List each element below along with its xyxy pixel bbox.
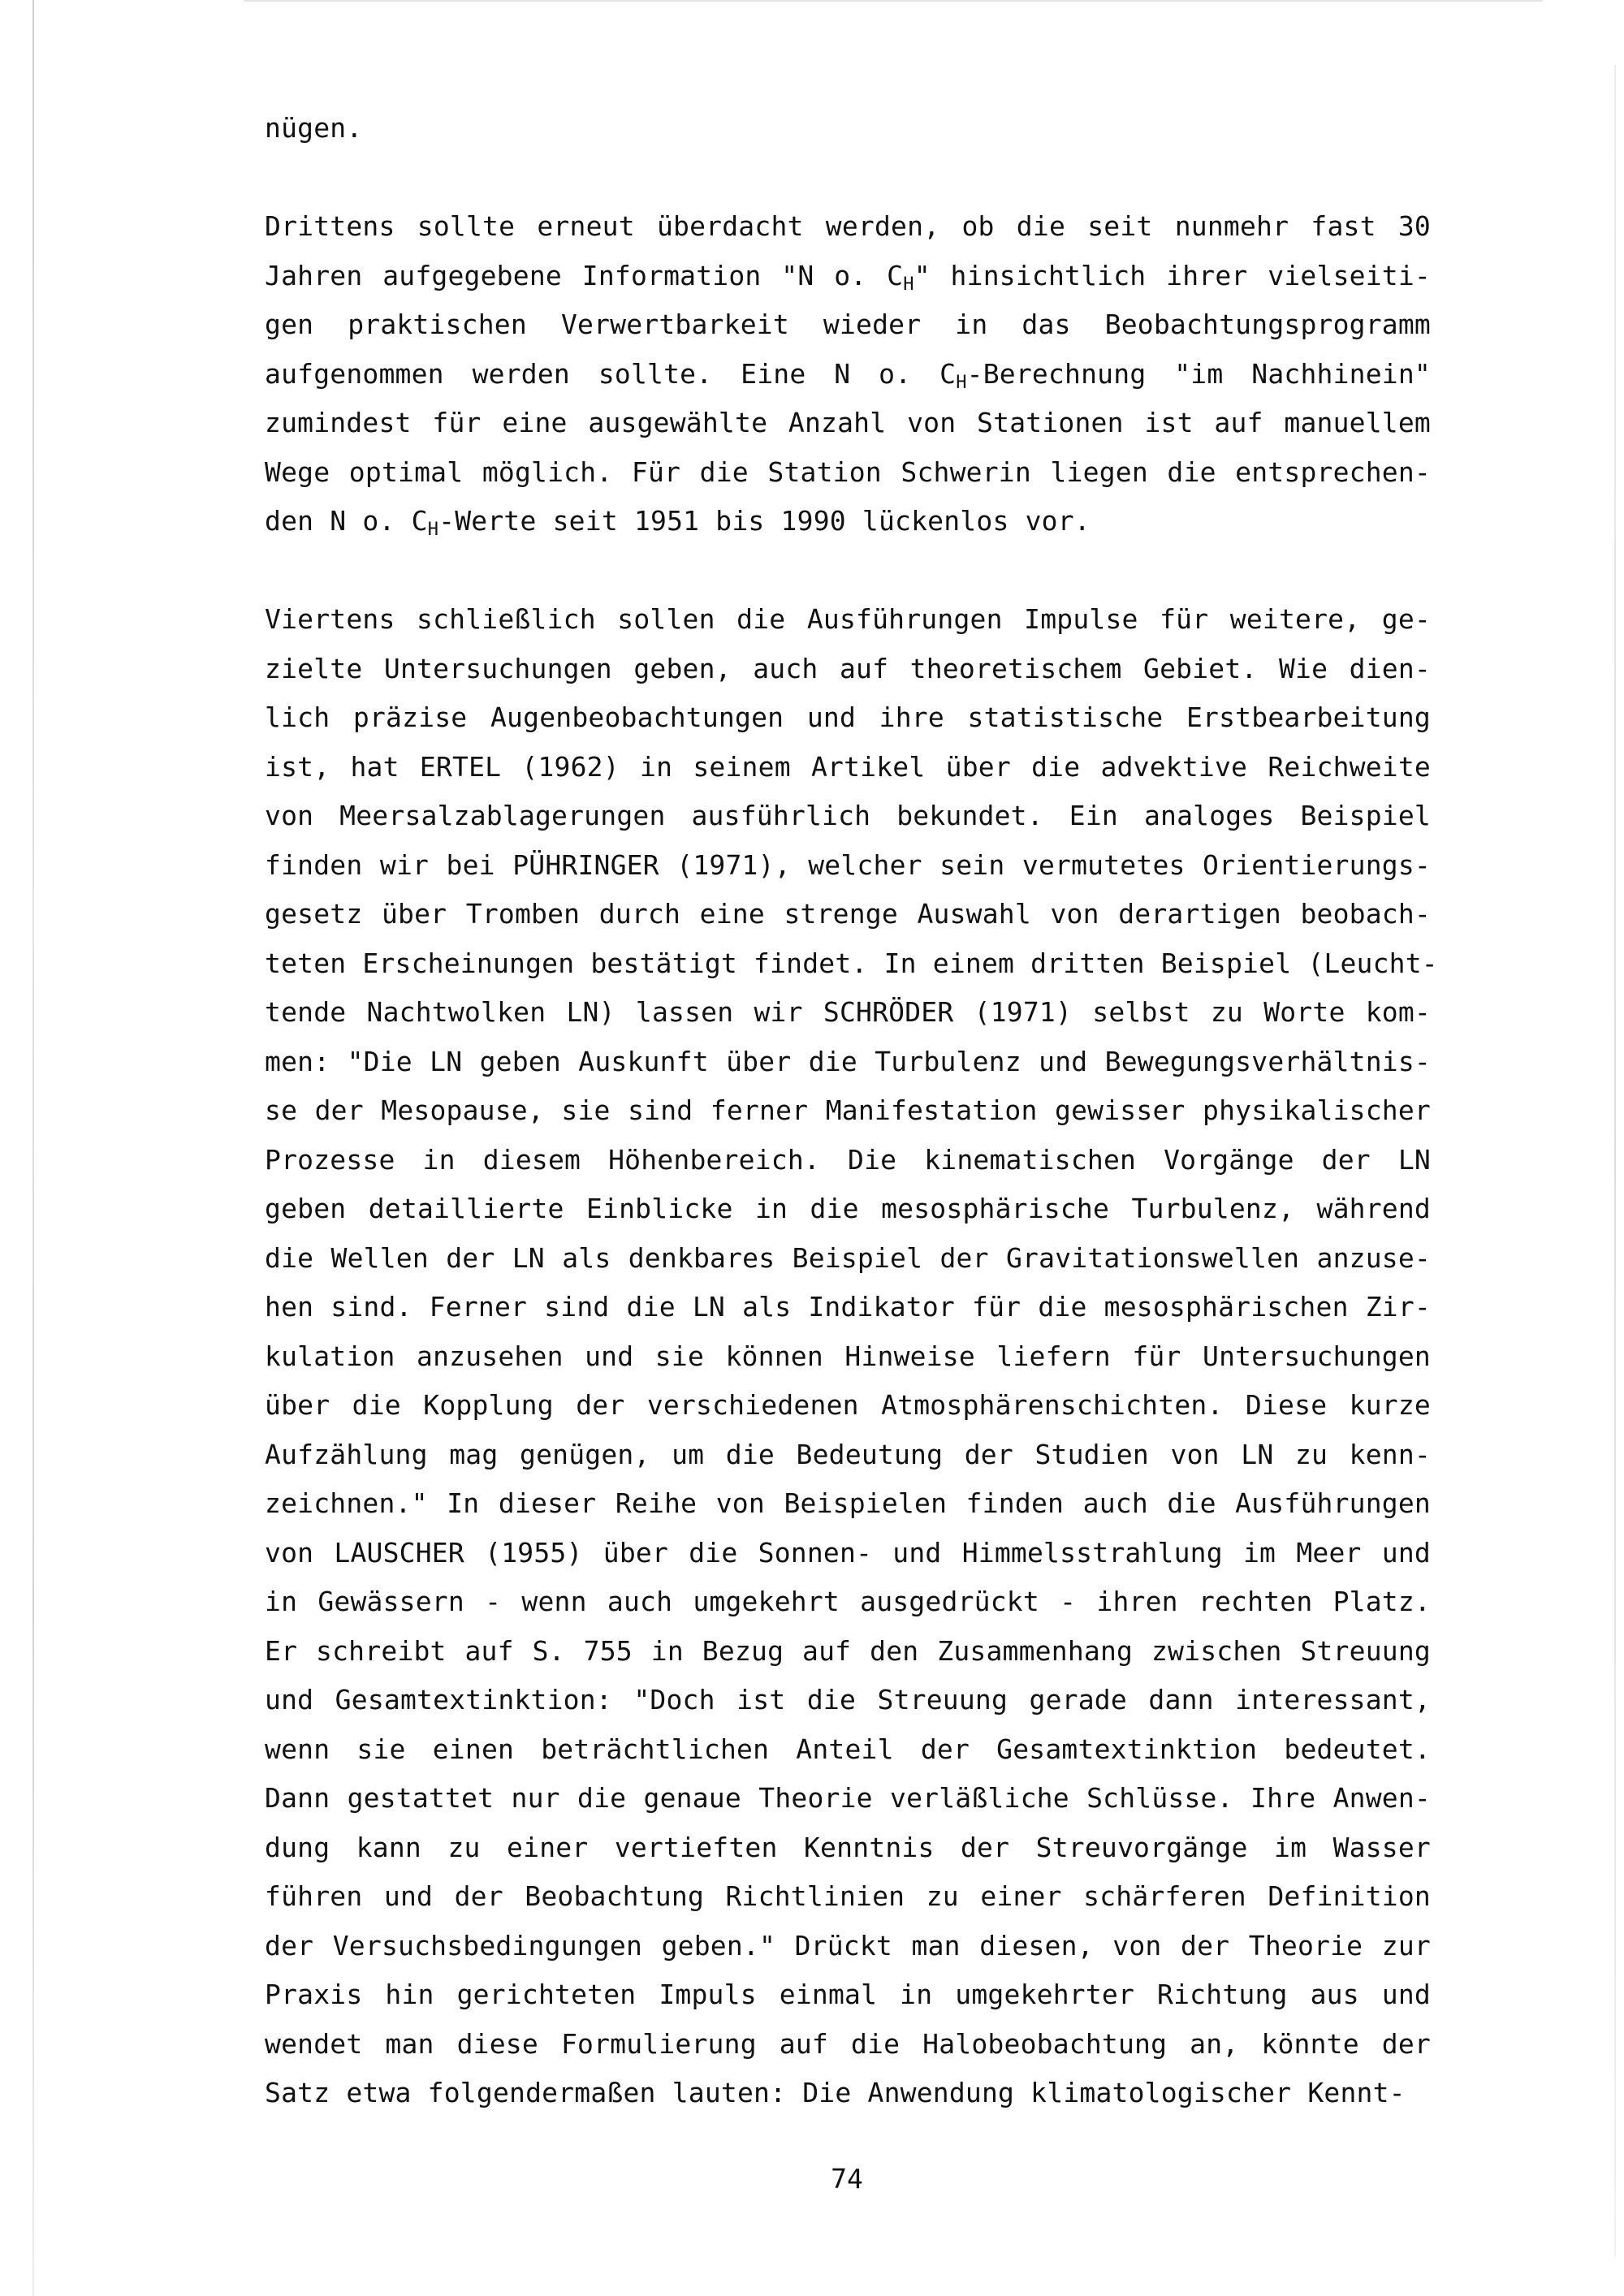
page-number: 74: [831, 2163, 863, 2195]
scan-edge-right: [1614, 65, 1616, 2257]
text-line: finden wir bei PÜHRINGER (1971), welcher sein vermutetes Orientierungs-: [265, 848, 1431, 881]
text-line: Prozesse in diesem Höhenbereich. Die kinematischen Vorgänge der LN: [265, 1143, 1431, 1176]
text-line: gesetz über Tromben durch eine strenge Auswahl von derartigen beobach-: [265, 898, 1431, 930]
paragraph: [265, 104, 1431, 153]
text-line: Drittens sollte erneut überdacht werden, ob die seit nunmehr fast 30: [265, 210, 1431, 242]
text-line: dung kann zu einer vertieften Kenntnis der Streuvorgänge im Wasser: [265, 1831, 1431, 1863]
paragraph: [265, 595, 1438, 2118]
text-line: Praxis hin gerichteten Impuls einmal in umgekehrter Richtung aus und: [265, 1979, 1431, 2010]
text-line: Viertens schließlich sollen die Ausführungen Impulse für weitere, ge-: [265, 603, 1431, 635]
text-line: ist, hat ERTEL (1962) in seinem Artikel über die advektive Reichweite: [265, 750, 1431, 783]
text-line: von Meersalzablagerungen ausführlich bekundet. Ein analoges Beispiel: [265, 800, 1431, 831]
text-line: se der Mesopause, sie sind ferner Manifestation gewisser physikalischer: [265, 1094, 1431, 1126]
text-line: in Gewässern - wenn auch umgekehrt ausgedrückt - ihren rechten Platz.: [265, 1586, 1431, 1617]
text-line: Wege optimal möglich. Für die Station Schwerin liegen die entsprechen-: [265, 455, 1431, 488]
text-line: kulation anzusehen und sie können Hinweise liefern für Untersuchungen: [265, 1340, 1431, 1372]
text-line: wenn sie einen beträchtlichen Anteil der Gesamtextinktion bedeutet.: [265, 1733, 1431, 1765]
paragraph-gap: [265, 153, 1431, 203]
text-line: Jahren aufgegebene Information "N o. $C_H$" hinsichtlich ihrer vielseiti-: [265, 259, 1431, 295]
text-line: men: "Die LN geben Auskunft über die Turbulenz und Bewegungsverhältnis-: [265, 1045, 1431, 1077]
text-line: aufgenommen werden sollte. Eine N o. $C_H$-Berechnung "im Nachhinein": [265, 357, 1431, 393]
paragraph: [265, 202, 1431, 546]
text-line: und Gesamtextinktion: "Doch ist die Streuung gerade dann interessant,: [265, 1684, 1431, 1716]
text-line: Er schreibt auf S. 755 in Bezug auf den Zusammenhang zwischen Streuung: [265, 1634, 1431, 1667]
text-line: Satz etwa folgendermaßen lauten: Die Anwendung klimatologischer Kennt-: [265, 2077, 1406, 2108]
text-line: zielte Untersuchungen geben, auch auf theoretischem Gebiet. Wie dien-: [265, 652, 1431, 684]
text-line: Dann gestattet nur die genaue Theorie verläßliche Schlüsse. Ihre Anwen-: [265, 1782, 1431, 1814]
text-line: Aufzählung mag genügen, um die Bedeutung der Studien von LN zu kenn-: [265, 1438, 1431, 1470]
text-line: nügen.: [265, 112, 363, 144]
text-line: die Wellen der LN als denkbares Beispiel der Gravitationswellen anzuse-: [265, 1241, 1431, 1274]
paragraph-gap: [265, 546, 1431, 596]
text-line: lich präzise Augenbeobachtungen und ihre statistische Erstbearbeitung: [265, 701, 1431, 733]
text-line: über die Kopplung der verschiedenen Atmosphärenschichten. Diese kurze: [265, 1389, 1431, 1421]
scan-edge-left: [32, 0, 34, 2296]
text-line: führen und der Beobachtung Richtlinien zu einer schärferen Definition: [265, 1880, 1431, 1912]
text-line: wendet man diese Formulierung auf die Halobeobachtung an, könnte der: [265, 2027, 1431, 2060]
scan-edge-top: [244, 0, 1543, 2]
text-line: von LAUSCHER (1955) über die Sonnen- und Himmelsstrahlung im Meer und: [265, 1536, 1431, 1569]
text-line: der Versuchsbedingungen geben." Drückt man diesen, von der Theorie zur: [265, 1929, 1431, 1962]
text-line: tende Nachtwolken LN) lassen wir SCHRÖDER (1971) selbst zu Worte kom-: [265, 996, 1431, 1028]
page-text-body: [265, 104, 1438, 2118]
text-line: zeichnen." In dieser Reihe von Beispielen finden auch die Ausführungen: [265, 1487, 1431, 1519]
text-line: geben detaillierte Einblicke in die mesosphärische Turbulenz, während: [265, 1193, 1431, 1224]
text-line: zumindest für eine ausgewählte Anzahl von Stationen ist auf manuellem: [265, 407, 1431, 438]
text-line: hen sind. Ferner sind die LN als Indikator für die mesosphärischen Zir-: [265, 1291, 1431, 1323]
text-line: teten Erscheinungen bestätigt findet. In einem dritten Beispiel (Leucht-: [265, 947, 1438, 979]
text-line: den N o. $C_H$-Werte seit 1951 bis 1990 lückenlos vor.: [265, 505, 1091, 540]
text-line: gen praktischen Verwertbarkeit wieder in das Beobachtungsprogramm: [265, 309, 1431, 340]
